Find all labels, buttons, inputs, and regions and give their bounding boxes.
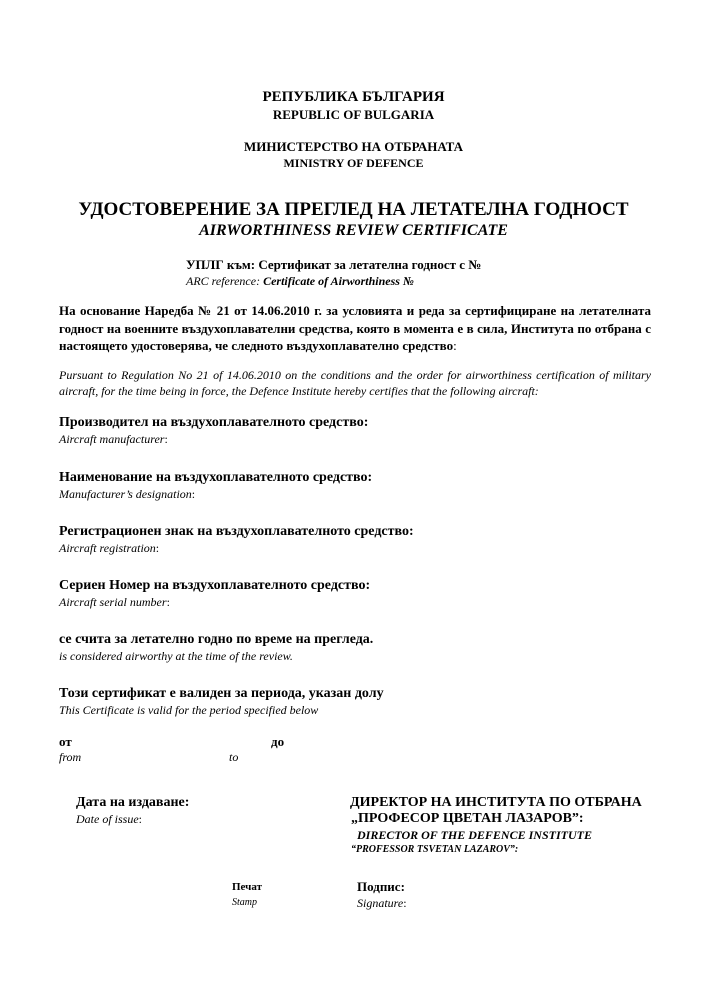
signature-colon: : [403,896,407,910]
header-republic-en: REPUBLIC OF BULGARIA [272,107,435,122]
issue-date-colon: : [138,812,143,826]
reference-en-label: ARC reference [186,274,257,288]
director-bg-line2: „ПРОФЕСОР ЦВЕТАН ЛАЗАРОВ”: [351,811,584,826]
stamp-en: Stamp [232,897,257,908]
field-serial-en [59,595,170,610]
reference-bg: УПЛГ към: Сертификат за летателна годност с № [186,257,482,272]
issue-date-bg: Дата на издаване: [76,795,190,810]
field-serial-bg: Сериен Номер на въздухоплавателното средство: [59,578,371,593]
director-en-line1: DIRECTOR OF THE DEFENCE INSTITUTE [357,828,592,842]
intro-en: Pursuant to Regulation No 21 of 14.06.2010 on the conditions and the order for airworthiness certification of military aircraft, for the time being in force, the Defence Institute hereby certifies that the following aircraft: [59,368,651,398]
intro-bg-text: На основание Наредба № 21 от 14.06.2010 г. за условията и реда за сертифициране на летателната годност на военните въздухоплавателни средства, която в момента е в сила, Института по отбрана с настоящето удостоверява, че следното въздухоплавателно средство [59,303,651,353]
issue-date-en-text: Date of issue [76,812,139,826]
intro-bg [59,302,651,355]
validity-en: This Certificate is valid for the period specified below [59,703,319,717]
period-to-bg: до [271,734,285,749]
period-from-en: from [59,750,82,764]
field-manufacturer-en-text: Aircraft manufacturer [59,432,165,446]
director-en-line2: “PROFESSOR TSVETAN LAZAROV”: [351,844,519,855]
signature-en-text: Signature [357,896,404,910]
header-ministry-en: MINISTRY OF DEFENCE [283,156,424,170]
title-en: AIRWORTHINESS REVIEW CERTIFICATE [199,222,508,239]
field-manufacturer-bg: Производител на въздухоплавателното средство: [59,415,369,430]
field-designation-colon: : [191,487,196,501]
signature-en [357,896,407,911]
field-manufacturer-en [59,432,168,447]
field-serial-en-text: Aircraft serial number [59,595,167,609]
reference-en-value: Certificate of Airworthiness № [263,274,414,288]
period-from-bg: от [59,734,72,749]
header-ministry-bg: МИНИСТЕРСТВО НА ОТБРАНАТА [243,139,464,154]
intro-bg-colon: : [453,338,457,353]
airworthy-en: is considered airworthy at the time of the review. [59,649,293,663]
field-registration-en [59,541,159,556]
field-designation-en [59,487,195,502]
title-bg: УДОСТОВЕРЕНИЕ ЗА ПРЕГЛЕД НА ЛЕТАТЕЛНА ГОДНОСТ [78,199,629,220]
issue-date-en [76,812,142,827]
period-to-en: to [229,750,239,764]
field-designation-en-text: Manufacturer’s designation [59,487,192,501]
field-registration-en-text: Aircraft registration [59,541,156,555]
field-registration-colon: : [155,541,160,555]
header-republic-bg: РЕПУБЛИКА БЪЛГАРИЯ [262,89,445,105]
stamp-bg: Печат [232,881,262,893]
signature-bg: Подпис: [357,879,405,894]
director-bg-line1: ДИРЕКТОР НА ИНСТИТУТА ПО ОТБРАНА [350,795,642,810]
airworthy-bg: се счита за летателно годно по време на прегледа. [59,632,374,647]
field-designation-bg: Наименование на въздухоплавателното средство: [59,470,373,485]
field-manufacturer-colon: : [164,432,168,446]
validity-bg: Този сертификат е валиден за периода, указан долу [59,686,384,701]
field-serial-colon: : [166,595,170,609]
reference-en [186,274,414,289]
reference-en-sep: : [256,274,264,288]
field-registration-bg: Регистрационен знак на въздухоплавателното средство: [59,524,414,539]
